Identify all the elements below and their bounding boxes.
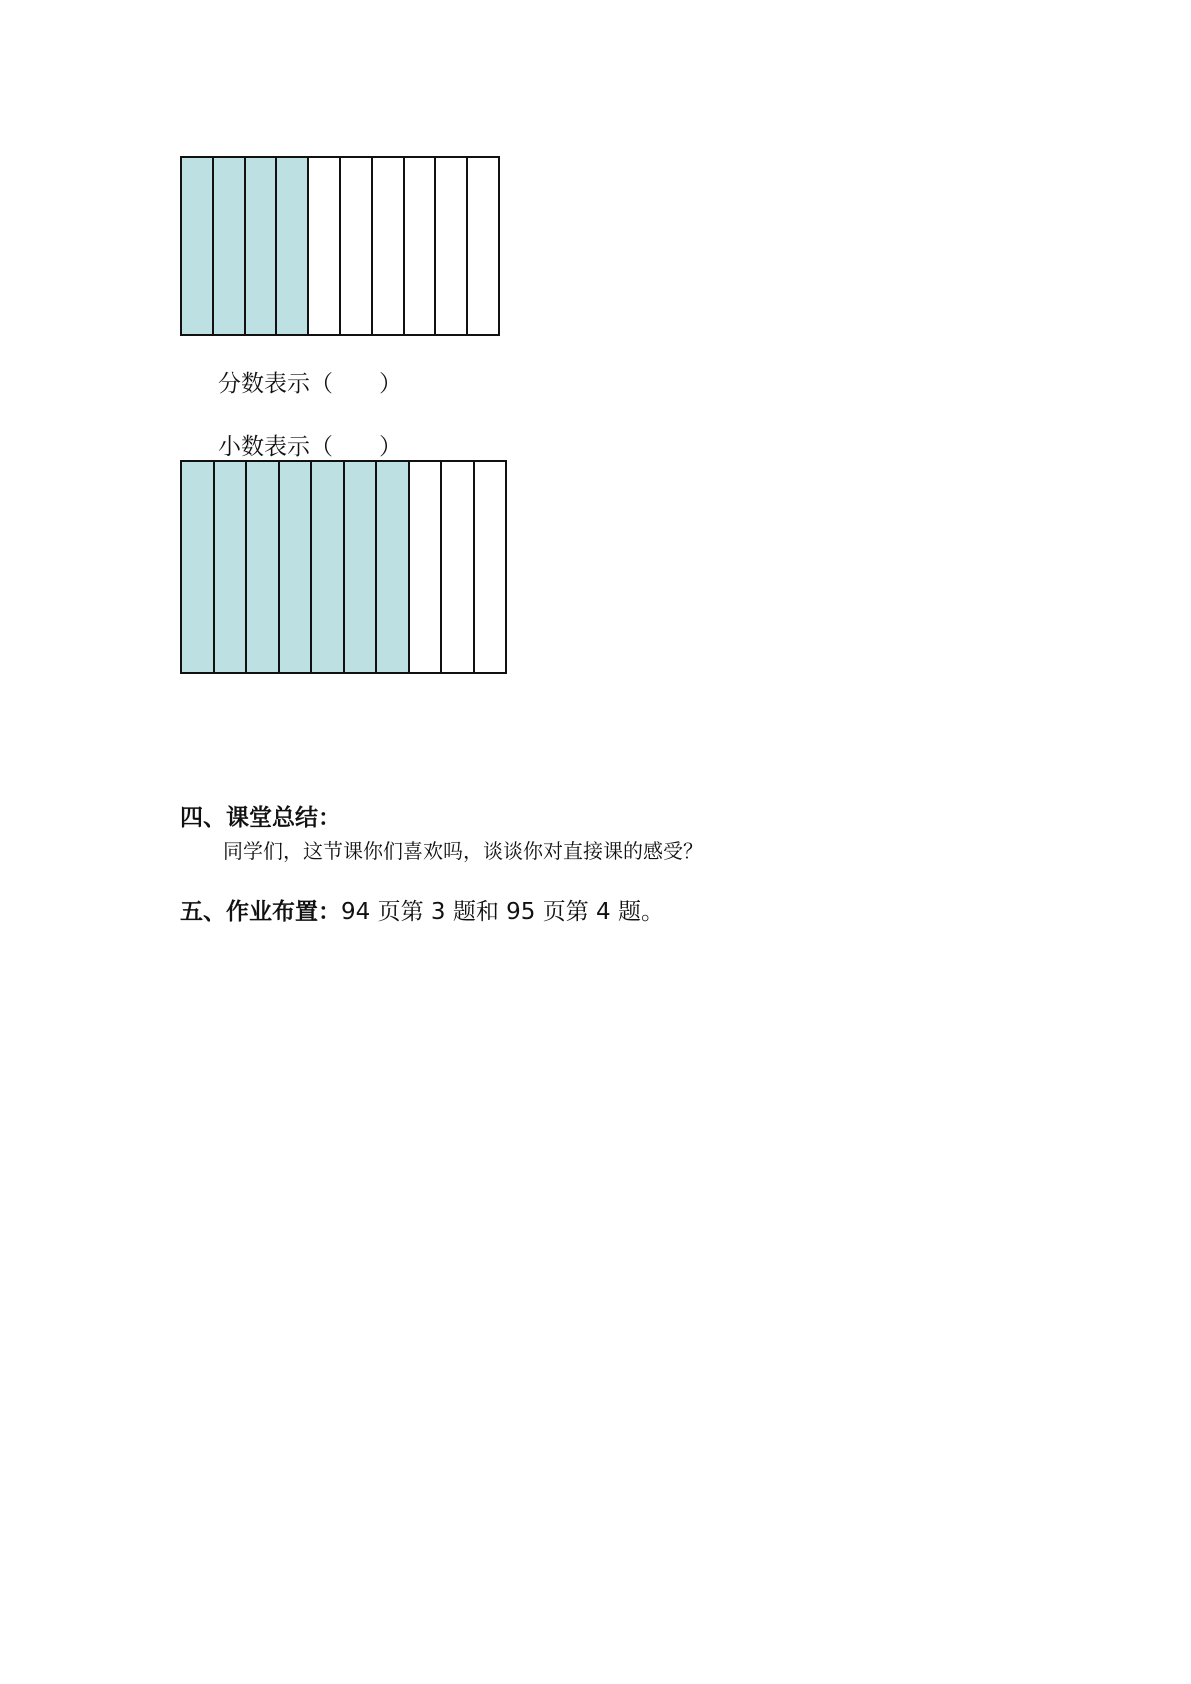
blank-cell [436, 158, 468, 334]
shaded-cell [345, 462, 378, 672]
blank-cell [410, 462, 443, 672]
fraction-answer-line: 分数表示（ ） [218, 371, 402, 397]
blank-cell [475, 462, 506, 672]
shaded-cell [280, 462, 313, 672]
section-homework-text: 94 页第 3 题和 95 页第 4 题。 [341, 899, 664, 925]
shaded-cell [215, 462, 248, 672]
shaded-cell [312, 462, 345, 672]
shaded-cell [277, 158, 309, 334]
blank-cell [468, 158, 498, 334]
blank-cell [405, 158, 437, 334]
shaded-cell [214, 158, 246, 334]
shaded-cell [182, 158, 214, 334]
shaded-cell [247, 462, 280, 672]
blank-cell [341, 158, 373, 334]
decimal-answer-line: 小数表示（ ） [218, 434, 402, 460]
shaded-cell [182, 462, 215, 672]
shaded-cell [377, 462, 410, 672]
blank-cell [442, 462, 475, 672]
section-summary-heading: 四、课堂总结： [180, 805, 341, 831]
fraction-grid-7-of-10 [180, 460, 507, 674]
blank-cell [373, 158, 405, 334]
shaded-cell [246, 158, 278, 334]
section-homework-heading: 五、作业布置： [180, 899, 341, 925]
section-summary-text: 同学们，这节课你们喜欢吗，谈谈你对直接课的感受？ [223, 839, 703, 863]
fraction-grid-4-of-10 [180, 156, 500, 336]
section-homework [180, 901, 664, 924]
blank-cell [309, 158, 341, 334]
